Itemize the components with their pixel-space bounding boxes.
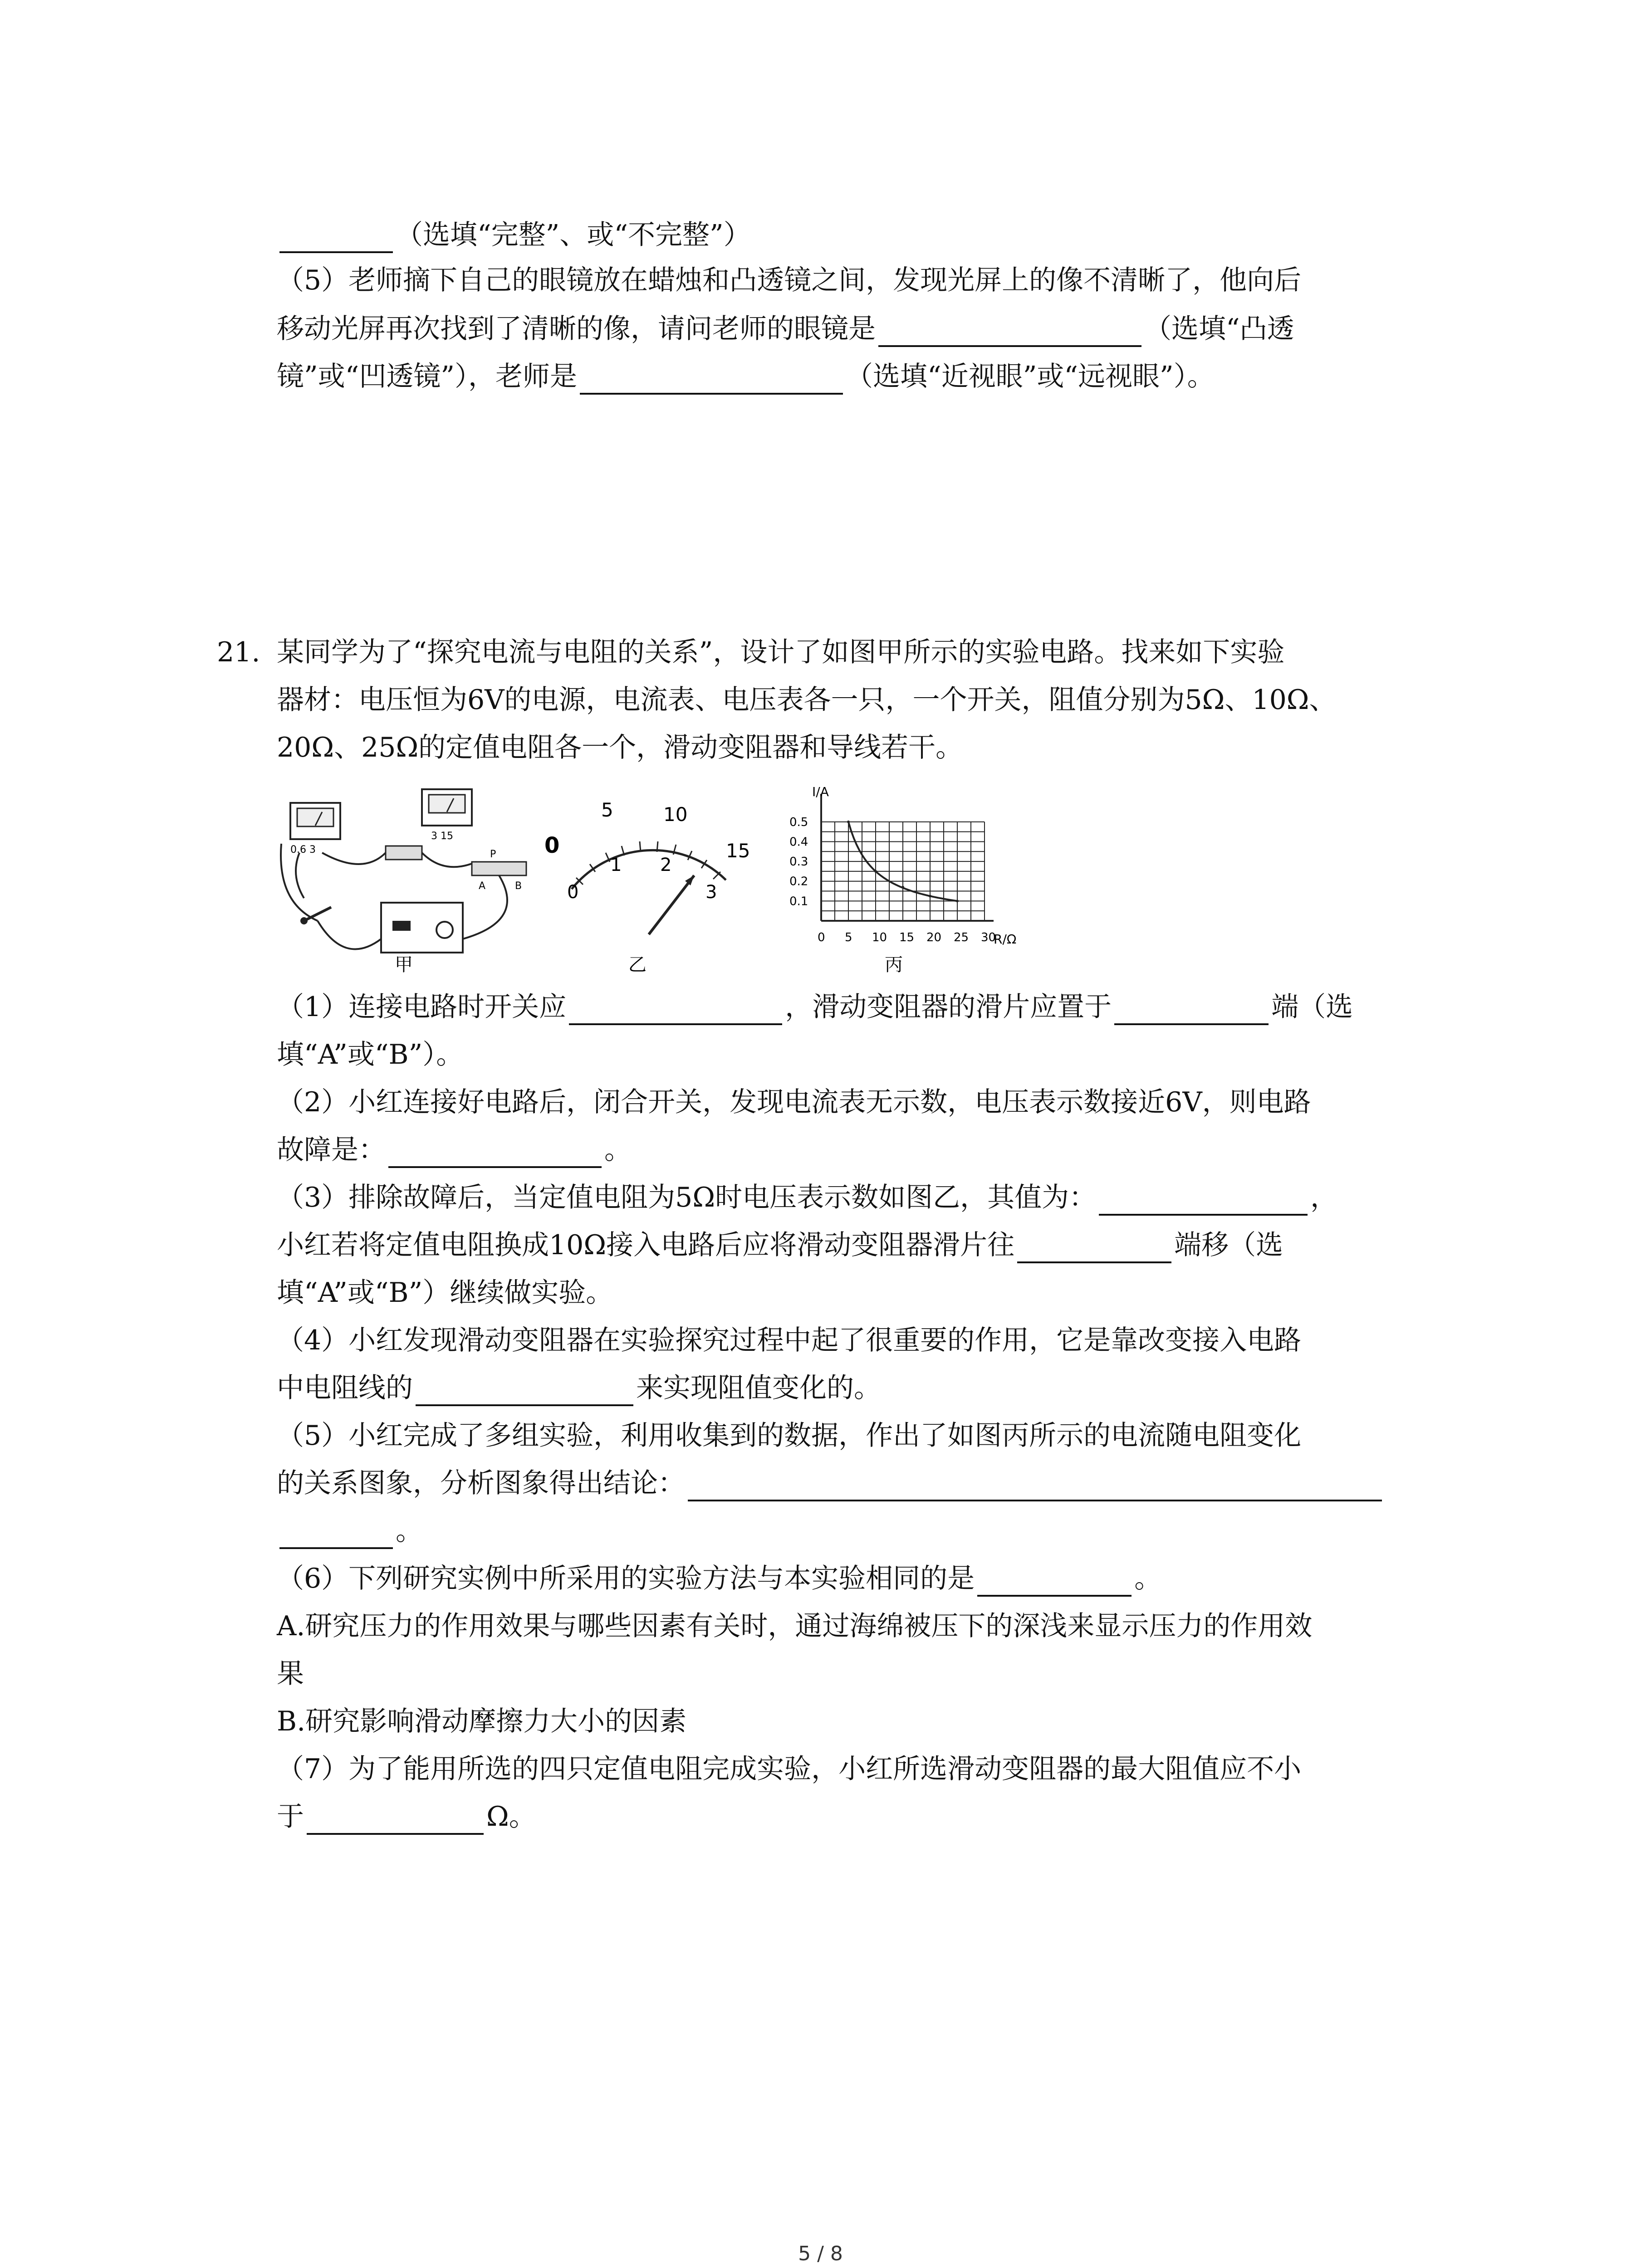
bottom-scale-0: 0 <box>567 882 579 903</box>
text: Ω。 <box>486 1801 536 1833</box>
prev-q5-line-3 <box>277 358 1641 395</box>
prev-q5-line-1 <box>277 262 1641 298</box>
q21-part1-line2 <box>277 1036 1641 1073</box>
answer-blank-switch-state[interactable] <box>569 995 782 1025</box>
text: （选填“完整”、或“不完整”） <box>396 219 751 251</box>
text: 的关系图象，分析图象得出结论： <box>277 1467 685 1499</box>
answer-blank-conclusion-cont[interactable] <box>279 1519 393 1549</box>
dial-ticks <box>576 841 720 885</box>
ammeter-terminal-labels: 0.6 3 <box>290 844 316 855</box>
voltmeter-terminal-labels: 3 15 <box>431 831 453 842</box>
text: 。 <box>1134 1563 1162 1594</box>
answer-blank-slider-end[interactable] <box>1114 995 1269 1025</box>
q21-part7-line2 <box>277 1799 1641 1835</box>
text: （1）连接电路时开关应 <box>277 991 567 1023</box>
x-axis-label: R/Ω <box>994 932 1017 947</box>
q21-part6-line1 <box>277 1560 1641 1597</box>
text: 移动光屏再次找到了清晰的像，请问老师的眼镜是 <box>277 313 876 345</box>
answer-blank[interactable] <box>580 365 843 395</box>
q21-part4-line1 <box>277 1322 1641 1359</box>
q21-part3-line1 <box>277 1179 1641 1216</box>
meter-pointer <box>649 875 694 934</box>
text: 端移（选 <box>1174 1229 1283 1261</box>
x-tick-label: 25 <box>954 931 969 944</box>
answer-blank-max-resistance[interactable] <box>307 1805 484 1835</box>
x-tick-label: 20 <box>926 931 942 944</box>
page-number: 5 / 8 <box>798 2242 843 2265</box>
answer-blank-move-direction[interactable] <box>1017 1233 1171 1263</box>
wire <box>296 853 304 898</box>
answer-blank[interactable] <box>878 317 1141 347</box>
dial-arc <box>572 850 726 889</box>
q21-option-a-line1 <box>277 1608 1641 1644</box>
text: 镜”或“凹透镜”），老师是 <box>277 361 578 392</box>
text: （3）排除故障后，当定值电阻为5Ω时电压表示数如图乙，其值为： <box>277 1182 1097 1213</box>
figure-label-yi: 乙 <box>628 954 647 975</box>
text: 小红若将定值电阻换成10Ω接入电路后应将滑动变阻器滑片往 <box>277 1229 1015 1261</box>
answer-blank-wire-length[interactable] <box>416 1376 633 1406</box>
switch <box>300 907 331 924</box>
meter-dial-figure-yi <box>544 785 762 975</box>
text: （6）下列研究实例中所采用的实验方法与本实验相同的是 <box>277 1563 975 1594</box>
x-tick-label: 10 <box>872 931 887 944</box>
q21-part5-line1 <box>277 1418 1641 1454</box>
bottom-scale-2: 2 <box>660 855 672 875</box>
slider-label-p: P <box>490 849 496 860</box>
text: 某同学为了“探究电流与电阻的关系”，设计了如图甲所示的实验电路。找来如下实验 <box>277 636 1285 668</box>
answer-blank-conclusion[interactable] <box>688 1471 1382 1501</box>
answer-blank-voltage[interactable] <box>1099 1186 1308 1216</box>
y-tick-label: 0.3 <box>789 855 808 869</box>
question-number: 21. <box>217 636 260 668</box>
text: 。 <box>396 1515 423 1547</box>
y-tick-label: 0.5 <box>789 815 808 829</box>
y-tick-label: 0.4 <box>789 835 808 849</box>
text: 。 <box>604 1134 632 1166</box>
text: 20Ω、25Ω的定值电阻各一个，滑动变阻器和导线若干。 <box>277 732 963 763</box>
q21-part2-line1 <box>277 1084 1641 1120</box>
q21-intro-1 <box>277 634 1641 670</box>
fixed-resistor <box>386 846 422 860</box>
q21-part5-line3 <box>277 1513 1641 1549</box>
x-tick-label: 0 <box>818 931 825 944</box>
text: 果 <box>277 1658 304 1690</box>
x-tick-label: 30 <box>981 931 996 944</box>
answer-blank-method[interactable] <box>977 1567 1132 1597</box>
top-scale-10: 10 <box>663 803 688 826</box>
q21-intro-3 <box>277 729 1641 766</box>
slider-label-a: A <box>479 880 486 892</box>
circuit-figure-jia <box>272 785 535 975</box>
voltmeter <box>422 789 472 842</box>
top-scale-5: 5 <box>601 799 613 821</box>
slider-label-b: B <box>515 880 522 892</box>
bottom-scale-1: 1 <box>610 855 622 875</box>
figure-label-bing: 丙 <box>885 954 903 975</box>
prev-q4-tail-line <box>277 217 1641 253</box>
y-tick-label: 0.1 <box>789 894 808 909</box>
prev-q5-line-2 <box>277 311 1641 347</box>
text: 中电阻线的 <box>277 1372 413 1404</box>
answer-blank[interactable] <box>279 223 393 253</box>
text: 器材：电压恒为6V的电源，电流表、电压表各一只，一个开关，阻值分别为5Ω、10Ω、 <box>277 684 1337 716</box>
sliding-rheostat <box>472 849 526 892</box>
text: 于 <box>277 1801 304 1833</box>
bottom-scale-3: 3 <box>705 882 717 903</box>
wire <box>322 853 386 864</box>
x-tick-label: 5 <box>845 931 852 944</box>
power-supply <box>381 903 463 953</box>
q21-option-b <box>277 1703 1641 1740</box>
text: （选填“近视眼”或“远视眼”）。 <box>846 361 1215 392</box>
text: （5）小红完成了多组实验，利用收集到的数据，作出了如图丙所示的电流随电阻变化 <box>277 1420 1302 1452</box>
text: 填“A”或“B”）。 <box>277 1039 464 1070</box>
text: （选填“凸透 <box>1144 313 1294 345</box>
q21-option-a-line2 <box>277 1656 1641 1692</box>
figure-label-jia: 甲 <box>395 954 413 975</box>
answer-blank-fault[interactable] <box>388 1138 602 1168</box>
q21-part2-line2 <box>277 1132 1641 1168</box>
text: 端（选 <box>1271 991 1353 1023</box>
x-tick-label: 15 <box>899 931 915 944</box>
text: ，滑动变阻器的滑片应置于 <box>785 991 1112 1023</box>
q21-intro-2 <box>277 682 1641 718</box>
text: （2）小红连接好电路后，闭合开关，发现电流表无示数，电压表示数接近6V，则电路 <box>277 1086 1311 1118</box>
text: 填“A”或“B”）继续做实验。 <box>277 1277 613 1309</box>
q21-part7-line1 <box>277 1751 1641 1787</box>
graph-grid <box>821 794 994 921</box>
q21-part5-line2 <box>277 1465 1641 1501</box>
ammeter <box>290 803 340 855</box>
q21-part3-line2 <box>277 1227 1641 1263</box>
q21-part3-line3 <box>277 1275 1641 1311</box>
text: A.研究压力的作用效果与哪些因素有关时，通过海绵被压下的深浅来显示压力的作用效 <box>277 1610 1313 1642</box>
wire <box>422 853 476 867</box>
text: （4）小红发现滑动变阻器在实验探究过程中起了很重要的作用，它是靠改变接入电路 <box>277 1325 1302 1356</box>
text: 来实现阻值变化的。 <box>636 1372 881 1404</box>
text: ， <box>1310 1182 1338 1213</box>
q21-part1-line1 <box>277 989 1641 1025</box>
top-scale-0: 0 <box>544 833 560 858</box>
top-scale-15: 15 <box>726 840 750 862</box>
q21-part4-line2 <box>277 1370 1641 1406</box>
text: 故障是： <box>277 1134 386 1166</box>
text: （7）为了能用所选的四只定值电阻完成实验，小红所选滑动变阻器的最大阻值应不小 <box>277 1753 1302 1785</box>
y-tick-label: 0.2 <box>789 875 808 889</box>
current-resistance-graph-bing <box>771 785 1043 975</box>
y-axis-label: I/A <box>812 785 829 799</box>
text: （5）老师摘下自己的眼镜放在蜡烛和凸透镜之间，发现光屏上的像不清晰了，他向后 <box>277 264 1302 296</box>
text: B.研究影响滑动摩擦力大小的因素 <box>277 1706 687 1737</box>
wire <box>318 921 381 949</box>
